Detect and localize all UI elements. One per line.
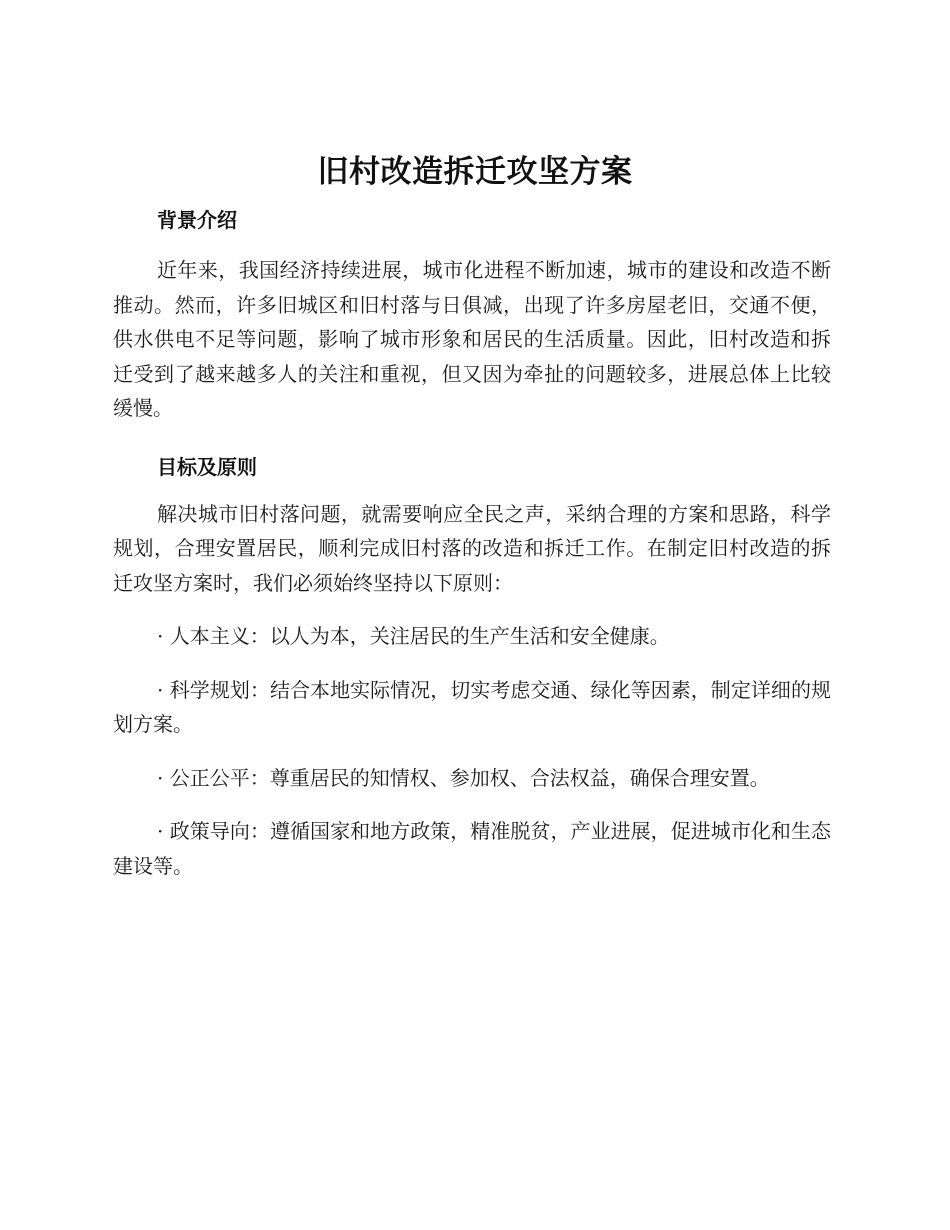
background-paragraph: 近年来，我国经济持续进展，城市化进程不断加速，城市的建设和改造不断推动。然而，许多旧城区和旧村落与日俱减，出现了许多房屋老旧，交通不便，供水供电不足等问题，影响了城市形象和居民的生活质量。因此，旧村改造和拆迁受到了越来越多人的关注和重视，但又因为牵扯的问题较多，进展总体上比较缓慢。 [113,258,831,420]
section-heading-goals: 目标及原则 [157,454,257,479]
document-title: 旧村改造拆迁攻坚方案 [317,154,633,190]
section-heading-background: 背景介绍 [157,208,237,232]
principle-item: · 科学规划：结合本地实际情况，切实考虑交通、绿化等因素，制定详细的规划方案。 [113,677,831,736]
principle-item: · 人本主义：以人为本，关注居民的生产生活和安全健康。 [157,624,670,648]
principle-item: · 政策导向：遵循国家和地方政策，精准脱贫，产业进展，促进城市化和生态建设等。 [113,819,831,878]
principle-item: · 公正公平：尊重居民的知情权、参加权、合法权益，确保合理安置。 [157,765,770,790]
goals-paragraph: 解决城市旧村落问题，就需要响应全民之声，采纳合理的方案和思路，科学规划，合理安置居民，顺利完成旧村落的改造和拆迁工作。在制定旧村改造的拆迁攻坚方案时，我们必须始终坚持以下原则： [113,501,831,595]
section-goals-principles [113,445,831,884]
section-background [113,198,831,426]
document-body [113,198,831,883]
